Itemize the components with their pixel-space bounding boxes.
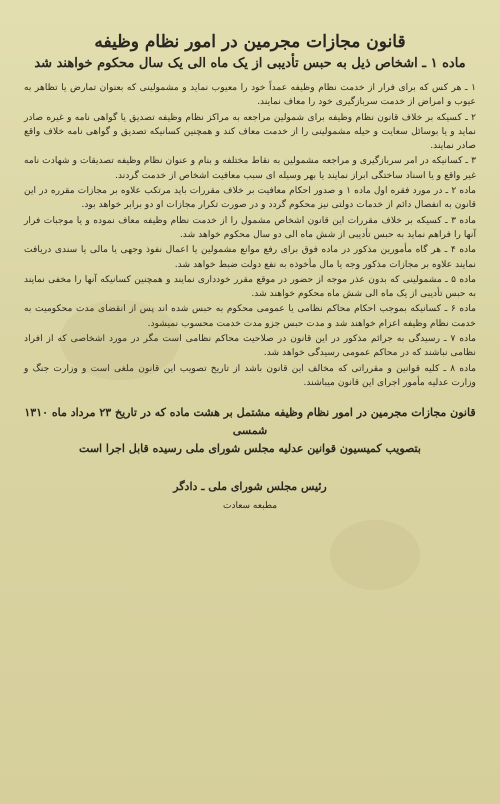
press-name: مطبعه سعادت <box>222 501 278 512</box>
closing-line: قانون مجازات مجرمین در امور نظام وظیفه مشتمل بر هشت ماده که در تاریخ ۲۳ مرداد ماه ۱۳۱۰ شمسی <box>24 406 476 438</box>
paragraph: ماده ۵ ـ مشمولینی که بدون عذر موجه از حضور در موقع مقرر خودداری نمایند و همچنین کسانیکه آنها را مخفی نمایند به حبس تأدیبی از یک ماه الی شش ماه محکوم خواهند شد. <box>24 273 476 300</box>
paragraph: ماده ۳ ـ کسیکه بر خلاف مقررات این قانون اشخاص مشمول را از خدمت نظام وظیفه معاف نموده و یا موجبات فرار آنها را فراهم نماید به حبس تأدیبی از شش ماه الی دو سال محکوم خواهد شد. <box>24 214 477 240</box>
paragraph: ۱ ـ هر کس که برای فرار از خدمت نظام وظیفه عمداً خود را معیوب نماید و مشمولینی که بعنوان تمارض یا تظاهر به عیوب و امراض از خدمت سربازگیری خود را معاف نمایند. <box>24 82 476 108</box>
paragraph: ۲ ـ کسیکه بر خلاف قانون نظام وظیفه برای شمولین مراجعه به مراکز نظام وظیفه تصدیق یا گواهی نامه و غیره صادر نماید و یا بوسائل سعایت و حیله مشمولینی را از خدمت معاف کند و همچنین کسانیکه تصدیق و گواهی نامه خلاف واقع صادر نمایند. <box>24 111 476 152</box>
paper-stain <box>60 300 180 380</box>
paragraph: ماده ۸ ـ کلیه قوانین و مقرراتی که مخالف این قانون باشد از تاریخ تصویب این قانون ملغی است و وزارت جنگ و وزارت عدلیه مأمور اجرای این قانون میباشند. <box>24 362 476 388</box>
paragraph: ماده ۶ ـ کسانیکه بموجب احکام محاکم نظامی یا عمومی محکوم به حبس شده اند پس از انقضای مدت محکومیت به خدمت نظام وظیفه اعزام خواهند شد و مدت حبس جزو مدت خدمت محسوب نمیشود. <box>24 303 477 329</box>
paragraph: ماده ۷ ـ رسیدگی به جرائم مذکور در این قانون در صلاحیت محاکم نظامی است مگر در مورد اشخاصی که از افراد نظامی نباشند که در محاکم عمومی رسیدگی خواهد شد. <box>24 333 476 359</box>
paper-stain <box>330 520 420 590</box>
document-title: قانون مجازات مجرمین در امور نظام وظیفه <box>94 32 406 52</box>
signature-line: رئیس مجلس شورای ملی ـ دادگر <box>173 480 327 494</box>
paragraph: ماده ۲ ـ در مورد فقره اول ماده ۱ و صدور احکام معافیت بر خلاف مقررات باید مرتکب علاوه بر مجازات مقرره در این قانون به انفصال دائم از خدمات دولتی نیز محکوم گردد و در صورت تکرار مجازات او دو برابر خواهد بود. <box>24 185 477 211</box>
document-subtitle: ماده ۱ ـ اشخاص ذیل به حبس تأدیبی از یک ماه الی یک سال محکوم خواهند شد <box>34 56 466 71</box>
paragraph: ماده ۴ ـ هر گاه مأمورین مذکور در ماده فوق برای رفع موانع مشمولین یا اعمال نفوذ وجهی یا مالی یا سندی دریافت نمایند علاوه بر مجازات مذکور وجه یا مال مأخوذه به نفع دولت ضبط خواهد شد. <box>24 244 476 270</box>
closing-line: بتصویب کمیسیون قوانین عدلیه مجلس شورای ملی رسیده قابل اجرا است <box>79 442 421 456</box>
closing-statement <box>20 404 480 458</box>
paragraph: ۳ ـ کسانیکه در امر سربازگیری و مراجعه مشمولین به نقاط مختلفه و بنام و عنوان نظام وظیفه تصدیقات و شهادت نامه غیر واقع و یا اسناد ساختگی ابراز نمایند یا بهر وسیله ای سبب معافیت اشخاص از خدمت گردند. <box>24 155 476 181</box>
